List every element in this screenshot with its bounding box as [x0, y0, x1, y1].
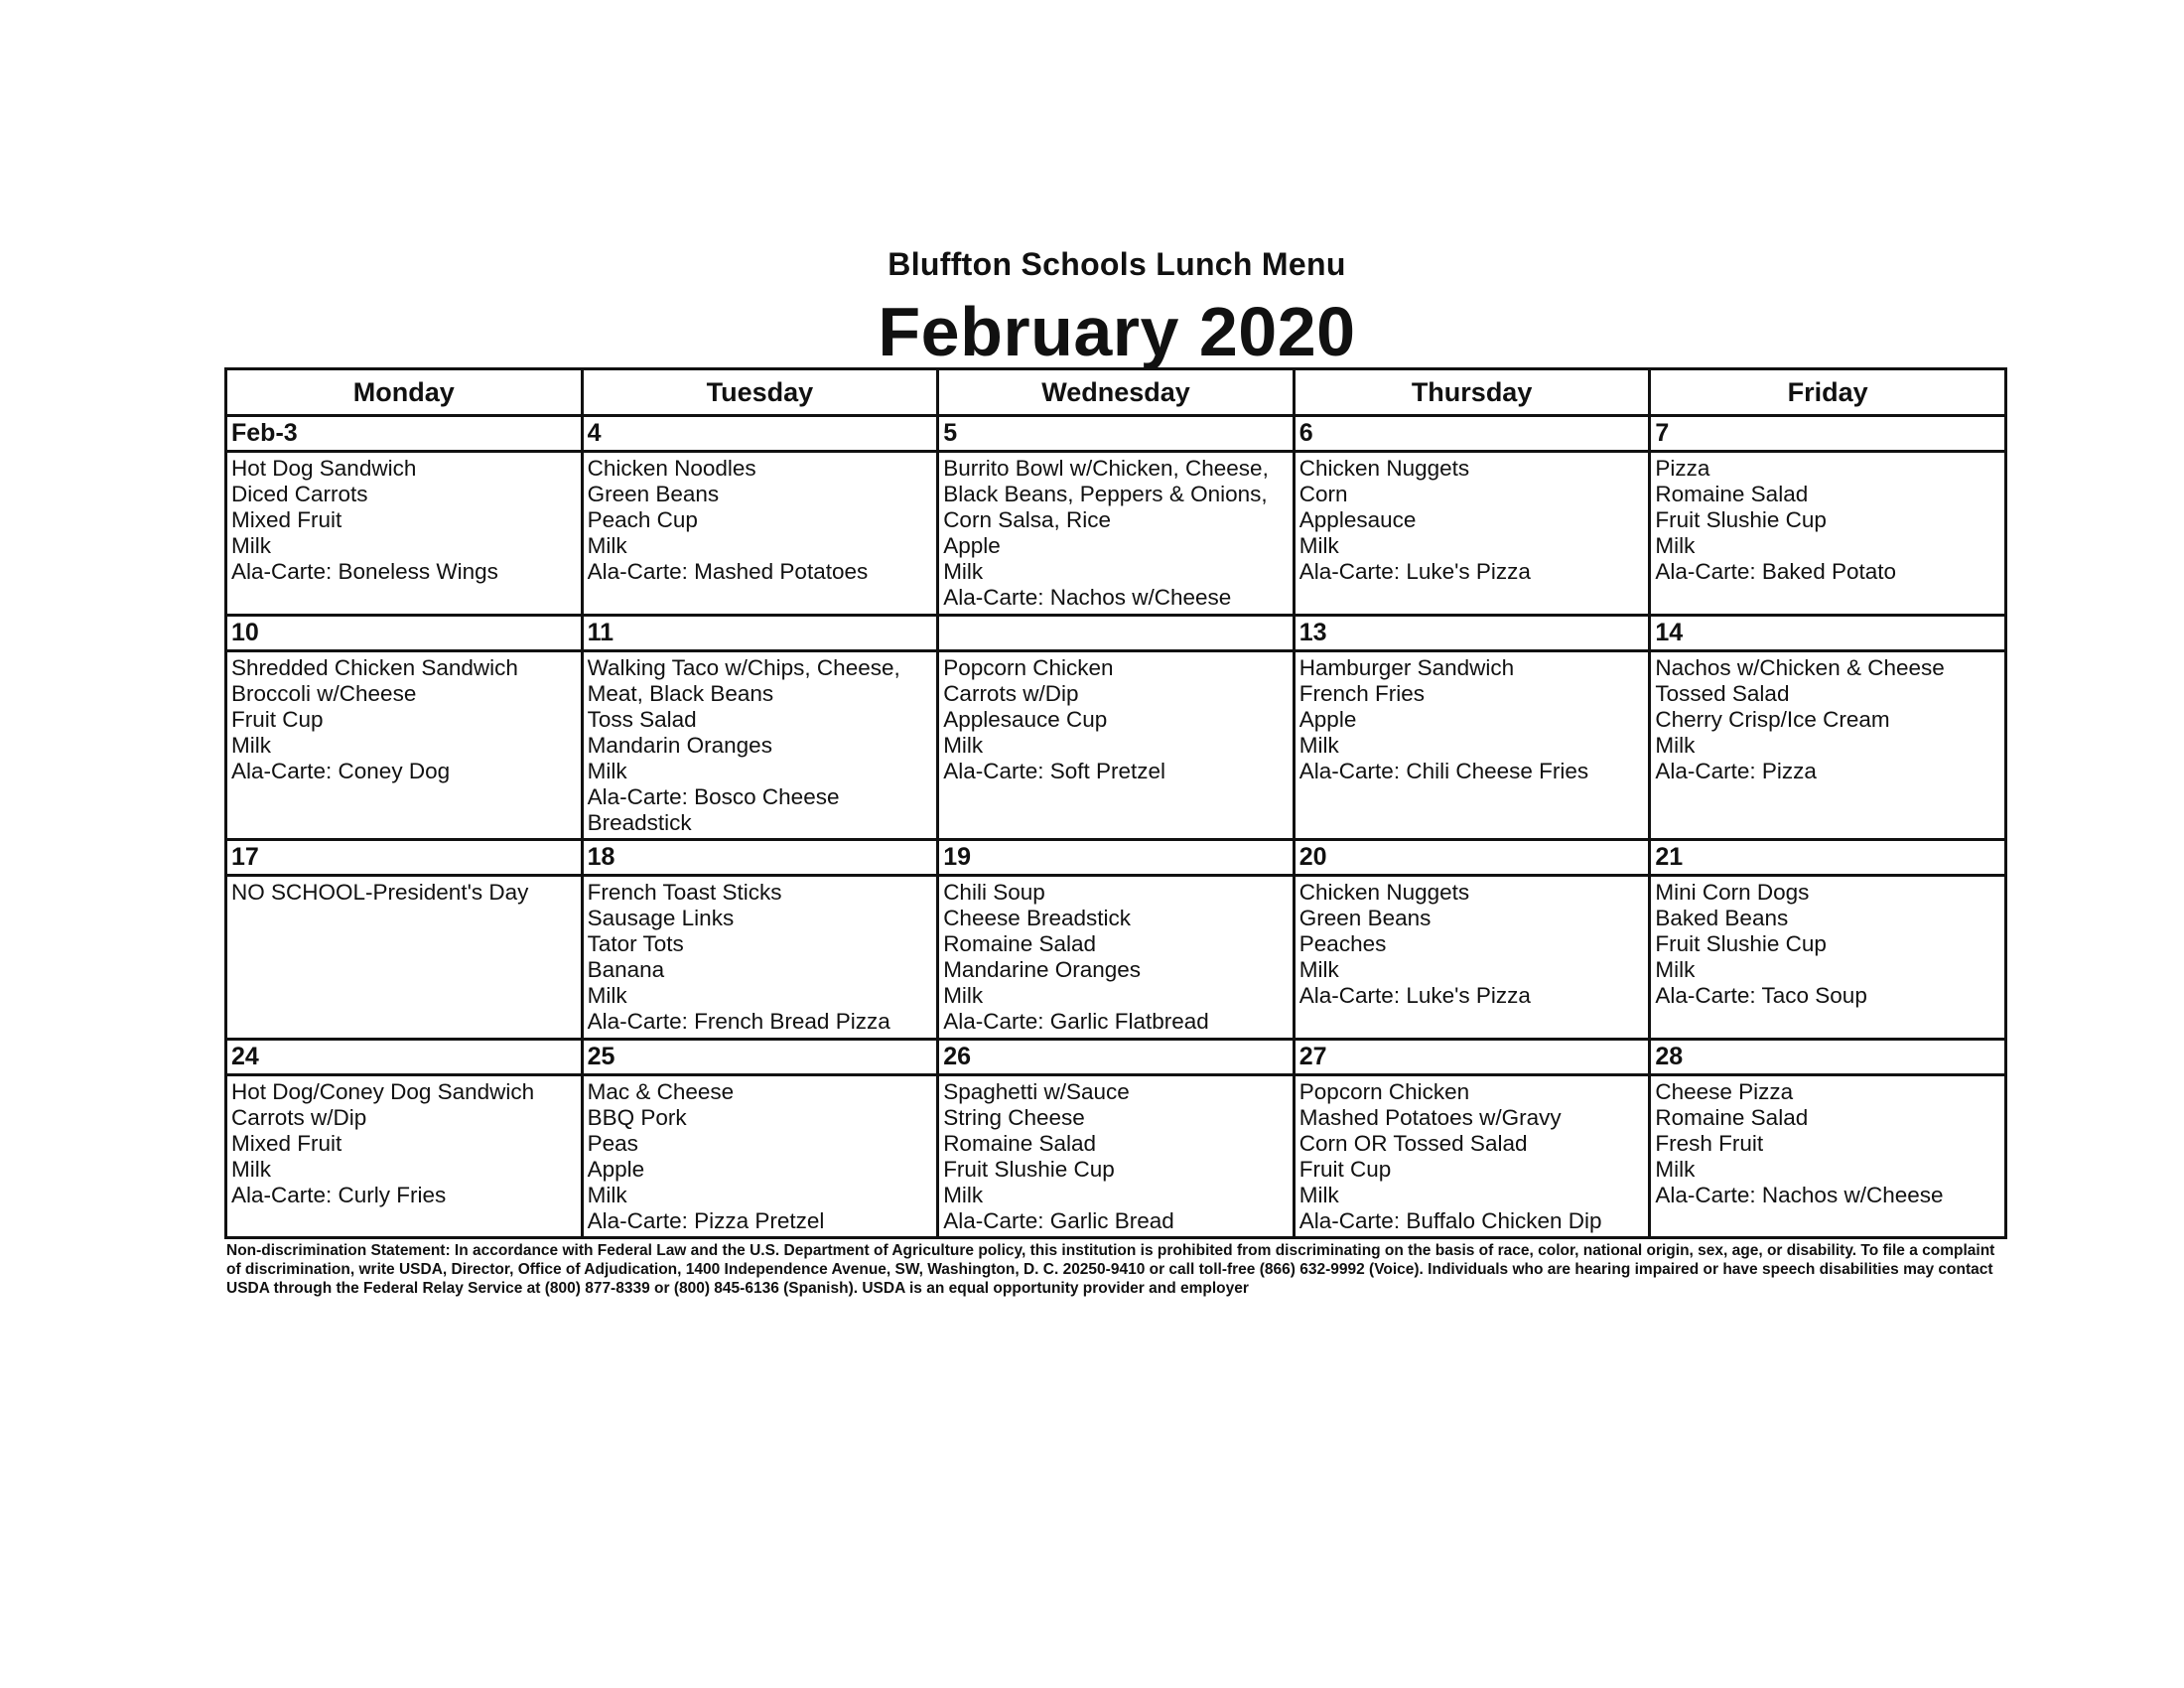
menu-cell [1650, 1075, 2006, 1238]
menu-item: Cherry Crisp/Ice Cream [1655, 707, 1890, 732]
menu-item: Fruit Slushie Cup [1655, 931, 1827, 956]
menu-item: Hot Dog Sandwich [231, 456, 417, 481]
menu-item: Green Beans [1298, 906, 1432, 930]
menu-subtitle: Bluffton Schools Lunch Menu [887, 246, 1346, 282]
menu-item: Ala-Carte: Taco Soup [1655, 983, 1867, 1008]
menu-item: Ala-Carte: Luke's Pizza [1298, 983, 1531, 1008]
date-cell: 17 [226, 840, 583, 876]
menu-item: Nachos w/Chicken & Cheese [1655, 655, 1945, 680]
weekday-header-row [226, 369, 2006, 416]
menu-cell [582, 1075, 938, 1238]
menu-item: Milk [1298, 957, 1339, 982]
menu-item: Breadstick [587, 810, 692, 835]
menu-item: Shredded Chicken Sandwich [231, 655, 518, 680]
menu-item: Mac & Cheese [587, 1079, 735, 1104]
date-cell: 21 [1650, 840, 2006, 876]
menu-item: Milk [1655, 533, 1696, 558]
menu-item: NO SCHOOL-President's Day [231, 880, 529, 905]
menu-item: Walking Taco w/Chips, Cheese, [587, 655, 900, 680]
menu-item: Ala-Carte: Bosco Cheese [587, 784, 840, 809]
menu-item: Corn OR Tossed Salad [1298, 1131, 1528, 1156]
menu-item: Hot Dog/Coney Dog Sandwich [231, 1079, 535, 1104]
menu-item: Mandarin Oranges [587, 733, 772, 758]
date-cell: 14 [1650, 616, 2006, 651]
menu-item: Apple [943, 533, 1001, 558]
date-cell: 18 [582, 840, 938, 876]
menu-cell [1294, 876, 1650, 1040]
menu-cell [1650, 876, 2006, 1040]
menu-item: Romaine Salad [943, 931, 1097, 956]
menu-item: Romaine Salad [943, 1131, 1097, 1156]
menu-item: Peas [587, 1131, 638, 1156]
date-cell: 6 [1294, 416, 1650, 452]
menu-item: Milk [943, 733, 984, 758]
menu-item: French Toast Sticks [587, 880, 782, 905]
menu-item: Chicken Noodles [587, 456, 756, 481]
menu-item: Milk [587, 1183, 627, 1207]
menu-item: Chili Soup [943, 880, 1045, 905]
date-cell: 26 [938, 1040, 1295, 1075]
menu-cell [938, 651, 1295, 840]
menu-item: Baked Beans [1655, 906, 1789, 930]
menu-item: String Cheese [943, 1105, 1085, 1130]
menu-cell [226, 1075, 583, 1238]
menu-cell [938, 452, 1295, 616]
weekday-header: Monday [226, 369, 583, 416]
menu-item: Mixed Fruit [231, 1131, 342, 1156]
menu-item: Ala-Carte: Buffalo Chicken Dip [1298, 1208, 1602, 1233]
menu-item: Corn Salsa, Rice [943, 507, 1112, 532]
date-cell: 19 [938, 840, 1295, 876]
menu-item: Fruit Slushie Cup [943, 1157, 1115, 1182]
menu-item: Mini Corn Dogs [1655, 880, 1810, 905]
menu-item: Pizza [1655, 456, 1710, 481]
menu-cell [1650, 452, 2006, 616]
menu-item: Chicken Nuggets [1298, 880, 1470, 905]
menu-item: Cheese Pizza [1655, 1079, 1794, 1104]
menu-item: Toss Salad [587, 707, 697, 732]
menu-cell [1294, 1075, 1650, 1238]
date-cell: 11 [582, 616, 938, 651]
weekday-header: Friday [1650, 369, 2006, 416]
menu-item: Romaine Salad [1655, 482, 1809, 506]
date-cell: 25 [582, 1040, 938, 1075]
date-cell: 27 [1294, 1040, 1650, 1075]
menu-item: Hamburger Sandwich [1298, 655, 1515, 680]
menu-item: Apple [587, 1157, 645, 1182]
date-row [226, 616, 2006, 651]
menu-item: Milk [231, 1157, 271, 1182]
menu-item: Ala-Carte: Coney Dog [231, 759, 451, 783]
menu-item: Ala-Carte: Curly Fries [231, 1183, 447, 1207]
menu-item: Sausage Links [587, 906, 735, 930]
menu-item: Ala-Carte: Nachos w/Cheese [1655, 1183, 1944, 1207]
menu-item: French Fries [1298, 681, 1426, 706]
menu-item: Ala-Carte: Pizza [1655, 759, 1817, 783]
menu-item: Chicken Nuggets [1298, 456, 1470, 481]
menu-item: Mashed Potatoes w/Gravy [1298, 1105, 1562, 1130]
date-cell: 13 [1294, 616, 1650, 651]
weekday-header: Wednesday [938, 369, 1295, 416]
menu-item: Fruit Cup [1298, 1157, 1392, 1182]
menu-row [226, 1075, 2006, 1238]
menu-item: Milk [1298, 533, 1339, 558]
date-cell: 7 [1650, 416, 2006, 452]
date-cell: 20 [1294, 840, 1650, 876]
date-row [226, 840, 2006, 876]
menu-item: BBQ Pork [587, 1105, 687, 1130]
menu-cell [938, 876, 1295, 1040]
menu-cell [582, 452, 938, 616]
menu-item: Milk [231, 533, 271, 558]
date-cell: 4 [582, 416, 938, 452]
menu-item: Milk [943, 1183, 984, 1207]
menu-item: Milk [1298, 1183, 1339, 1207]
date-cell: Feb-3 [226, 416, 583, 452]
menu-cell [582, 651, 938, 840]
menu-item: Popcorn Chicken [943, 655, 1114, 680]
menu-item: Ala-Carte: Garlic Flatbread [943, 1009, 1209, 1034]
menu-item: Mandarine Oranges [943, 957, 1142, 982]
menu-cell [226, 876, 583, 1040]
date-cell: 5 [938, 416, 1295, 452]
menu-item: Milk [231, 733, 271, 758]
menu-item: Peach Cup [587, 507, 698, 532]
menu-cell [226, 651, 583, 840]
menu-item: Applesauce [1298, 507, 1417, 532]
menu-item: Corn [1298, 482, 1348, 506]
menu-item: Black Beans, Peppers & Onions, [943, 482, 1268, 506]
menu-item: Milk [587, 533, 627, 558]
date-row [226, 416, 2006, 452]
date-cell: 24 [226, 1040, 583, 1075]
menu-cell [1294, 452, 1650, 616]
menu-item: Carrots w/Dip [943, 681, 1079, 706]
menu-item: Ala-Carte: Soft Pretzel [943, 759, 1166, 783]
menu-item: Ala-Carte: Nachos w/Cheese [943, 585, 1232, 610]
lunch-menu-table [224, 367, 2007, 1239]
non-discrimination-statement: Non-discrimination Statement: In accordance with Federal Law and the U.S. Department of Agriculture policy, this institution is prohibited from discriminating on the basis of race, color, national origin, sex, age, or disability. To file a complaint of discrimination, write USDA, Director, Office of Adjudication, 1400 Independence Avenue, SW, Washington, D. C. 20250-9410 or call toll-free (866) 632-9992 (Voice). Individuals who are hearing impaired or have speech disabilities may contact USDA through the Federal Relay Service at (800) 877-8339 or (800) 845-6136 (Spanish). USDA is an equal opportunity provider and employer [226, 1242, 1995, 1297]
weekday-header: Thursday [1294, 369, 1650, 416]
menu-row [226, 876, 2006, 1040]
menu-item: Milk [1655, 733, 1696, 758]
menu-item: Diced Carrots [231, 482, 368, 506]
menu-item: Romaine Salad [1655, 1105, 1809, 1130]
menu-row [226, 452, 2006, 616]
menu-cell [1650, 651, 2006, 840]
menu-item: Mixed Fruit [231, 507, 342, 532]
menu-cell [1294, 651, 1650, 840]
menu-cell [226, 452, 583, 616]
menu-item: Broccoli w/Cheese [231, 681, 417, 706]
menu-item: Milk [587, 983, 627, 1008]
menu-body [226, 416, 2006, 1238]
menu-item: Carrots w/Dip [231, 1105, 367, 1130]
menu-item: Ala-Carte: French Bread Pizza [587, 1009, 890, 1034]
menu-item: Ala-Carte: Garlic Bread [943, 1208, 1174, 1233]
date-cell [938, 616, 1295, 651]
menu-item: Cheese Breadstick [943, 906, 1132, 930]
menu-item: Green Beans [587, 482, 720, 506]
menu-item: Burrito Bowl w/Chicken, Cheese, [943, 456, 1269, 481]
menu-item: Applesauce Cup [943, 707, 1108, 732]
date-row [226, 1040, 2006, 1075]
date-cell: 28 [1650, 1040, 2006, 1075]
weekday-header: Tuesday [582, 369, 938, 416]
menu-item: Ala-Carte: Chili Cheese Fries [1298, 759, 1589, 783]
menu-item: Milk [943, 983, 984, 1008]
menu-item: Apple [1298, 707, 1357, 732]
menu-item: Milk [1655, 1157, 1696, 1182]
menu-item: Ala-Carte: Pizza Pretzel [587, 1208, 825, 1233]
menu-item: Ala-Carte: Boneless Wings [231, 559, 498, 584]
menu-item: Ala-Carte: Luke's Pizza [1298, 559, 1531, 584]
menu-item: Milk [1655, 957, 1696, 982]
menu-item: Milk [1298, 733, 1339, 758]
menu-item: Milk [587, 759, 627, 783]
menu-item: Tossed Salad [1655, 681, 1790, 706]
menu-item: Spaghetti w/Sauce [943, 1079, 1130, 1104]
menu-item: Banana [587, 957, 665, 982]
menu-item: Fresh Fruit [1655, 1131, 1764, 1156]
menu-item: Tator Tots [587, 931, 684, 956]
menu-item: Milk [943, 559, 984, 584]
menu-item: Peaches [1298, 931, 1387, 956]
menu-item: Popcorn Chicken [1298, 1079, 1470, 1104]
date-cell: 10 [226, 616, 583, 651]
menu-cell [582, 876, 938, 1040]
menu-cell [938, 1075, 1295, 1238]
menu-item: Fruit Slushie Cup [1655, 507, 1827, 532]
menu-item: Fruit Cup [231, 707, 324, 732]
menu-row [226, 651, 2006, 840]
menu-item: Ala-Carte: Mashed Potatoes [587, 559, 869, 584]
menu-item: Meat, Black Beans [587, 681, 774, 706]
menu-item: Ala-Carte: Baked Potato [1655, 559, 1897, 584]
menu-title: February 2020 [878, 293, 1356, 370]
